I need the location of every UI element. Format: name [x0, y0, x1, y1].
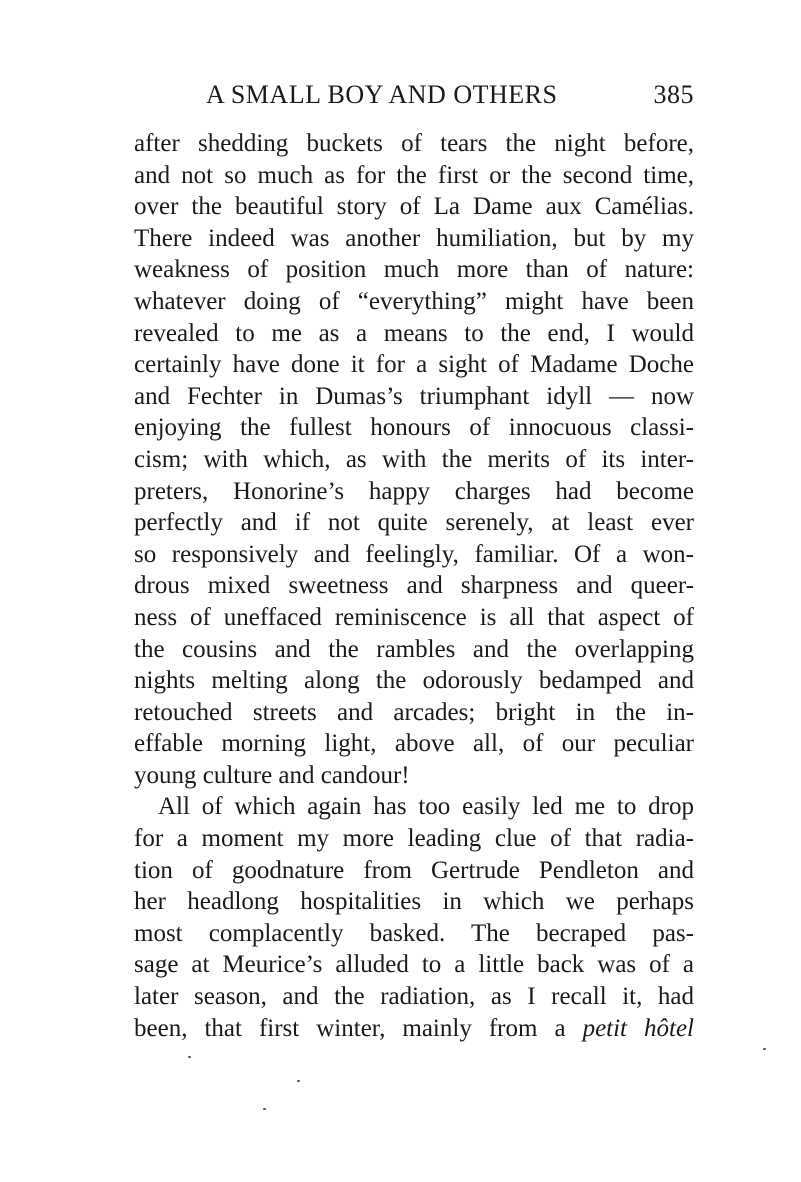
- text-line: over the beautiful story of La Dame aux Camélias.: [134, 193, 694, 221]
- text-line: effable morning light, above all, of our peculiar: [134, 730, 694, 758]
- body-text: [134, 128, 694, 1044]
- text-line: so responsively and feelingly, familiar. Of a won-: [134, 540, 694, 568]
- text-line: retouched streets and arcades; bright in the in-: [134, 698, 694, 726]
- text-line: and not so much as for the first or the second time,: [134, 161, 694, 189]
- italic-phrase: petit hôtel: [582, 1014, 694, 1042]
- running-title: A SMALL BOY AND OTHERS: [206, 80, 558, 109]
- text-line: weakness of position much more than of nature:: [134, 256, 694, 284]
- text-line: her headlong hospitalities in which we perhaps: [134, 888, 694, 916]
- text-line: ness of uneffaced reminiscence is all that aspect of: [134, 603, 694, 631]
- text-line-final: [134, 1013, 694, 1045]
- page-number: 385: [653, 80, 694, 109]
- text-line: sage at Meurice’s alluded to a little back was of a: [134, 951, 694, 979]
- text-line: All of which again has too easily led me to drop: [158, 793, 694, 821]
- text-line: enjoying the fullest honours of innocuous classi-: [134, 414, 694, 442]
- text-line: nights melting along the odorously bedamped and: [134, 667, 694, 695]
- running-head: [134, 80, 694, 116]
- text-line: certainly have done it for a sight of Madame Doche: [134, 351, 694, 379]
- text-line: revealed to me as a means to the end, I would: [134, 319, 694, 347]
- text-line: and Fechter in Dumas’s triumphant idyll — now: [134, 382, 694, 410]
- text-line: drous mixed sweetness and sharpness and queer-: [134, 572, 694, 600]
- text-line: preters, Honorine’s happy charges had become: [134, 477, 694, 505]
- text-line: the cousins and the rambles and the overlapping: [134, 635, 694, 663]
- text-line: cism; with which, as with the merits of its inter-: [134, 445, 694, 473]
- text-line: tion of goodnature from Gertrude Pendleton and: [134, 856, 694, 884]
- scan-speck: [188, 1056, 191, 1058]
- scan-speck: [763, 1048, 766, 1050]
- scan-speck: [297, 1080, 300, 1082]
- final-line-text: been, that first winter, mainly from a: [134, 1014, 566, 1042]
- text-line: perfectly and if not quite serenely, at least ever: [134, 509, 694, 537]
- text-line: after shedding buckets of tears the night before,: [134, 130, 694, 157]
- scan-speck: [263, 1108, 266, 1110]
- text-line: whatever doing of “everything” might have been: [134, 287, 694, 315]
- text-line: most complacently basked. The becraped pas-: [134, 919, 694, 947]
- text-line: for a moment my more leading clue of that radia-: [134, 825, 694, 853]
- text-line: There indeed was another humiliation, but by my: [134, 224, 694, 252]
- text-line: later season, and the radiation, as I recall it, had: [134, 983, 694, 1011]
- text-line: young culture and candour!: [134, 761, 410, 789]
